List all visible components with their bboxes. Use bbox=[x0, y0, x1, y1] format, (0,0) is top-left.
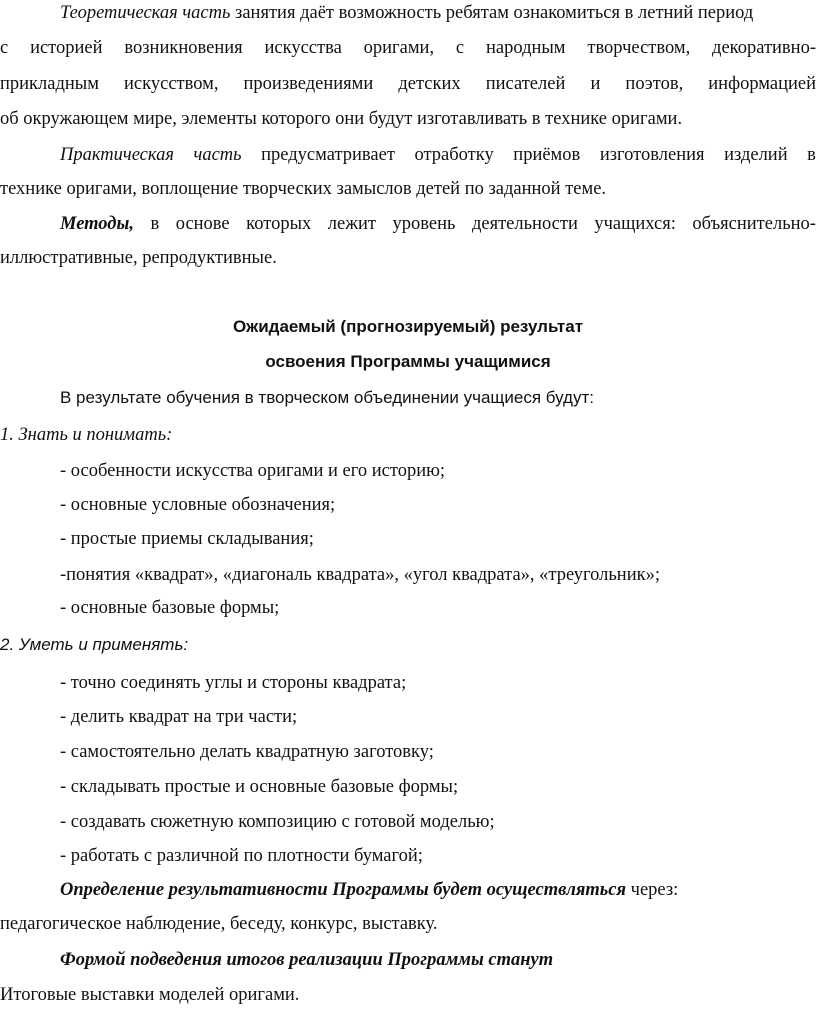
can-item: - делить квадрат на три части; bbox=[60, 707, 298, 727]
know-item: - основные условные обозначения; bbox=[60, 495, 336, 515]
word: искусством, bbox=[124, 74, 219, 94]
summary-lead: Формой подведения итогов реализации Программы станут bbox=[60, 950, 554, 970]
word: информацией bbox=[708, 74, 816, 94]
word: искусства bbox=[264, 38, 342, 58]
word: детских bbox=[398, 74, 461, 94]
word: изготовления bbox=[599, 145, 705, 165]
word: с bbox=[455, 38, 465, 58]
know-title: 1. Знать и понимать: bbox=[0, 425, 173, 445]
word: в bbox=[807, 145, 816, 165]
word: поэтов, bbox=[625, 74, 684, 94]
theory-line-1-rest: занятия даёт возможность ребятам ознакомиться в летний период bbox=[230, 3, 754, 23]
word: приёмов bbox=[513, 145, 581, 165]
methods-line-1 bbox=[60, 213, 816, 235]
methods-line-2: иллюстративные, репродуктивные. bbox=[0, 248, 277, 268]
can-item: - складывать простые и основные базовые формы; bbox=[60, 777, 459, 797]
know-item: -понятия «квадрат», «диагональ квадрата», «угол квадрата», «треугольник»; bbox=[60, 565, 660, 585]
word: произведениями bbox=[243, 74, 374, 94]
evaluation-line-1 bbox=[60, 879, 816, 901]
section-heading-line-1: Ожидаемый (прогнозируемый) результат bbox=[232, 317, 584, 336]
know-item: - основные базовые формы; bbox=[60, 598, 280, 618]
word: декоративно- bbox=[712, 38, 816, 58]
word: учащихся: bbox=[594, 214, 676, 234]
practice-lead-word: часть bbox=[193, 145, 242, 165]
evaluation-rest: через: bbox=[626, 880, 679, 900]
word: творчеством, bbox=[587, 38, 691, 58]
theory-line-4: об окружающем мире, элементы которого они будут изготавливать в технике оригами. bbox=[0, 109, 683, 129]
word: которых bbox=[246, 214, 312, 234]
can-title: 2. Уметь и применять: bbox=[0, 635, 189, 654]
can-item: - работать с различной по плотности бумагой; bbox=[60, 846, 423, 866]
can-item: - создавать сюжетную композицию с готовой моделью; bbox=[60, 812, 495, 832]
evaluation-line-2: педагогическое наблюдение, беседу, конкурс, выставку. bbox=[0, 914, 438, 934]
word: возникновения bbox=[124, 38, 243, 58]
word: народным bbox=[485, 38, 566, 58]
word: объяснительно- bbox=[692, 214, 816, 234]
theory-line-2 bbox=[0, 37, 816, 59]
word: писателей bbox=[485, 74, 566, 94]
intro-text: В результате обучения в творческом объединении учащиеся будут: bbox=[60, 388, 594, 407]
word: изделий bbox=[724, 145, 788, 165]
know-item: - особенности искусства оригами и его историю; bbox=[60, 461, 446, 481]
word: предусматривает bbox=[261, 145, 395, 165]
summary-line-2: Итоговые выставки моделей оригами. bbox=[0, 985, 300, 1005]
word: основе bbox=[175, 214, 230, 234]
can-item: - самостоятельно делать квадратную заготовку; bbox=[60, 742, 434, 762]
theory-lead: Теоретическая часть bbox=[60, 3, 231, 23]
word: с bbox=[0, 38, 9, 58]
evaluation-lead: Определение результативности Программы будет осуществляться bbox=[60, 880, 627, 900]
section-heading-line-2: освоения Программы учащимися bbox=[265, 352, 551, 371]
word: в bbox=[150, 214, 160, 234]
word: оригами, bbox=[363, 38, 435, 58]
word: историей bbox=[30, 38, 103, 58]
know-item: - простые приемы складывания; bbox=[60, 529, 314, 549]
practice-line-1 bbox=[60, 144, 816, 166]
word: уровень bbox=[392, 214, 456, 234]
word: деятельности bbox=[471, 214, 578, 234]
can-item: - точно соединять углы и стороны квадрата; bbox=[60, 673, 407, 693]
methods-lead: Методы, bbox=[60, 214, 134, 234]
word: отработку bbox=[414, 145, 494, 165]
word: прикладным bbox=[0, 74, 99, 94]
theory-line-1 bbox=[60, 2, 816, 24]
practice-line-2: технике оригами, воплощение творческих замыслов детей по заданной теме. bbox=[0, 179, 607, 199]
word: лежит bbox=[327, 214, 376, 234]
practice-lead-word: Практическая bbox=[60, 145, 174, 165]
word: и bbox=[590, 74, 601, 94]
theory-line-3 bbox=[0, 73, 816, 95]
